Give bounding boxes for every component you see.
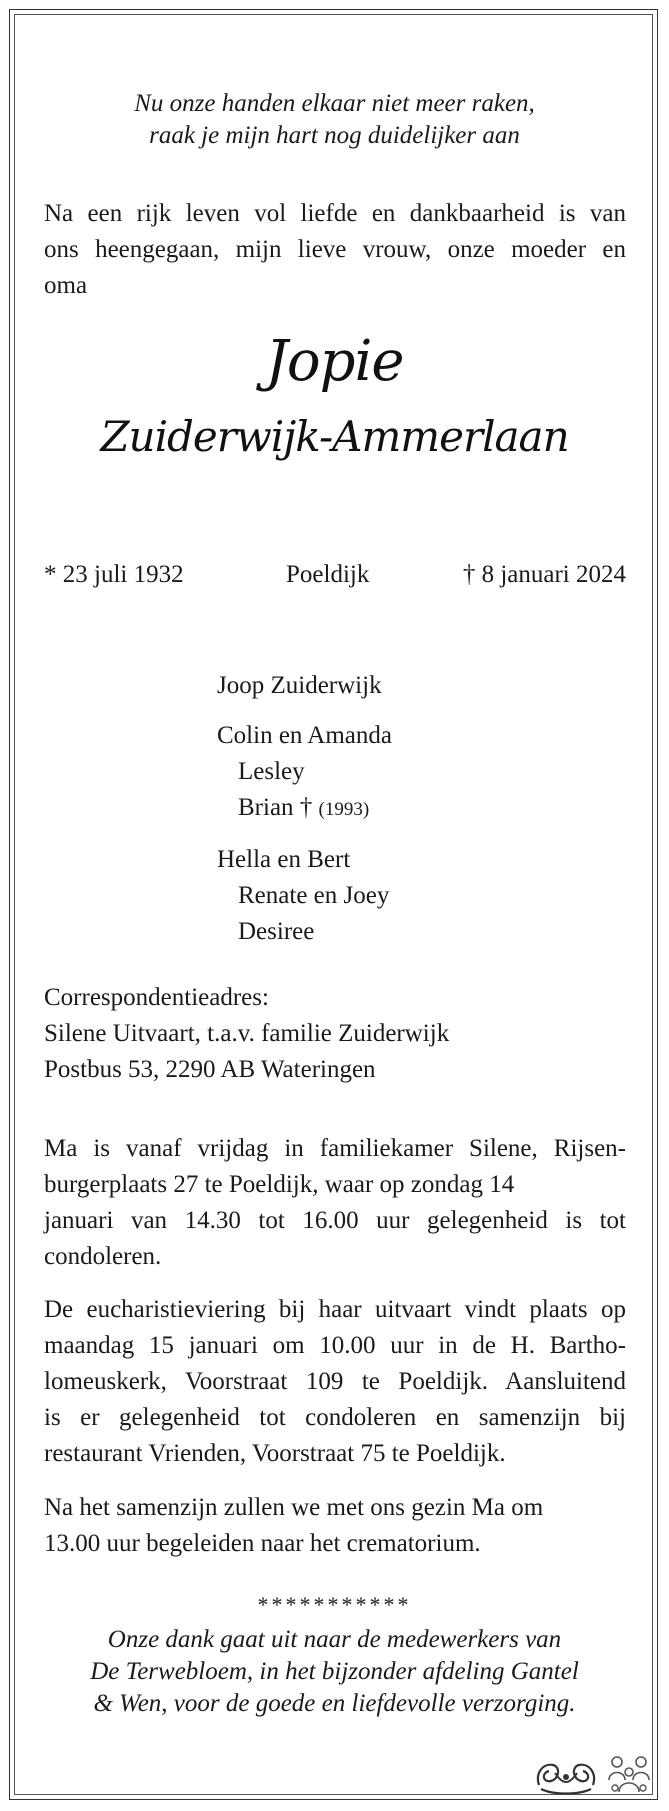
intro-line-3: oma bbox=[44, 272, 88, 299]
grandchild-brian-name: Brian † bbox=[238, 794, 313, 821]
service-paragraph bbox=[44, 1292, 626, 1472]
poem-line-1: Nu onze handen elkaar niet meer raken, bbox=[134, 90, 535, 117]
correspondence-heading: Correspondentieadres: bbox=[44, 984, 269, 1011]
correspondence-line-2: Postbus 53, 2290 AB Wateringen bbox=[44, 1056, 376, 1083]
grandchild-renate-joey: Renate en Joey bbox=[238, 882, 390, 909]
deceased-first-name: Jopie bbox=[265, 329, 404, 394]
crematorium-paragraph bbox=[44, 1490, 626, 1562]
crematorium-line-1: Na het samenzijn zullen we met ons gezin Ma om bbox=[44, 1494, 544, 1521]
birth-date: * 23 juli 1932 bbox=[44, 561, 184, 588]
thanks-line-2: De Terwebloem, in het bijzonder afdeling Gantel bbox=[90, 1658, 579, 1685]
intro-paragraph bbox=[44, 196, 626, 304]
service-line-2: maandag 15 januari om 10.00 uur in de H. Bartho- bbox=[44, 1332, 626, 1359]
service-line-3: lomeuskerk, Voorstraat 109 te Poeldijk. Aansluitend bbox=[44, 1368, 626, 1395]
grandchild-brian-year: (1993) bbox=[318, 799, 370, 820]
family-spouse: Joop Zuiderwijk bbox=[217, 672, 382, 699]
intro-line-2: ons heengegaan, mijn lieve vrouw, onze moeder en bbox=[44, 236, 626, 263]
crematorium-line-2: 13.00 uur begeleiden naar het crematorium. bbox=[44, 1530, 481, 1557]
visitation-paragraph bbox=[44, 1131, 626, 1275]
visitation-line-2: burgerplaats 27 te Poeldijk, waar op zondag 14 bbox=[44, 1171, 515, 1198]
visitation-line-1: Ma is vanaf vrijdag in familiekamer Silene, Rijsen- bbox=[44, 1135, 626, 1162]
family-couple-2: Hella en Bert bbox=[217, 846, 351, 873]
intro-line-1: Na een rijk leven vol liefde en dankbaarheid is van bbox=[44, 200, 626, 227]
deceased-last-name: Zuiderwijk-Ammerlaan bbox=[100, 412, 569, 461]
family-group-logo-icon bbox=[605, 1752, 653, 1800]
poem bbox=[0, 88, 669, 152]
visitation-line-3: januari van 14.30 tot 16.00 uur gelegenheid is tot bbox=[44, 1207, 626, 1234]
thanks-paragraph bbox=[0, 1624, 669, 1720]
visitation-line-4: condoleren. bbox=[44, 1243, 162, 1270]
place: Poeldijk bbox=[286, 561, 370, 588]
grandchild-brian bbox=[217, 790, 392, 828]
thanks-line-1: Onze dank gaat uit naar de medewerkers van bbox=[107, 1626, 562, 1653]
intertwined-hands-logo-icon bbox=[533, 1755, 599, 1799]
family-couple-1: Colin en Amanda bbox=[217, 722, 392, 749]
grandchild-desiree: Desiree bbox=[238, 918, 315, 945]
correspondence-line-1: Silene Uitvaart, t.a.v. familie Zuiderwijk bbox=[44, 1020, 450, 1047]
family-list bbox=[217, 668, 392, 950]
correspondence-block bbox=[44, 980, 626, 1088]
poem-line-2: raak je mijn hart nog duidelijker aan bbox=[149, 122, 520, 149]
service-line-4: is er gelegenheid tot condoleren en samenzijn bij bbox=[44, 1404, 626, 1431]
death-date: † 8 januari 2024 bbox=[462, 561, 626, 588]
separator-stars: *********** bbox=[257, 1592, 412, 1617]
grandchild-lesley: Lesley bbox=[238, 758, 305, 785]
service-line-5: restaurant Vrienden, Voorstraat 75 te Poeldijk. bbox=[44, 1440, 506, 1467]
thanks-line-3: & Wen, voor de goede en liefdevolle verzorging. bbox=[93, 1690, 576, 1717]
service-line-1: De eucharistieviering bij haar uitvaart vindt plaats op bbox=[44, 1296, 626, 1323]
